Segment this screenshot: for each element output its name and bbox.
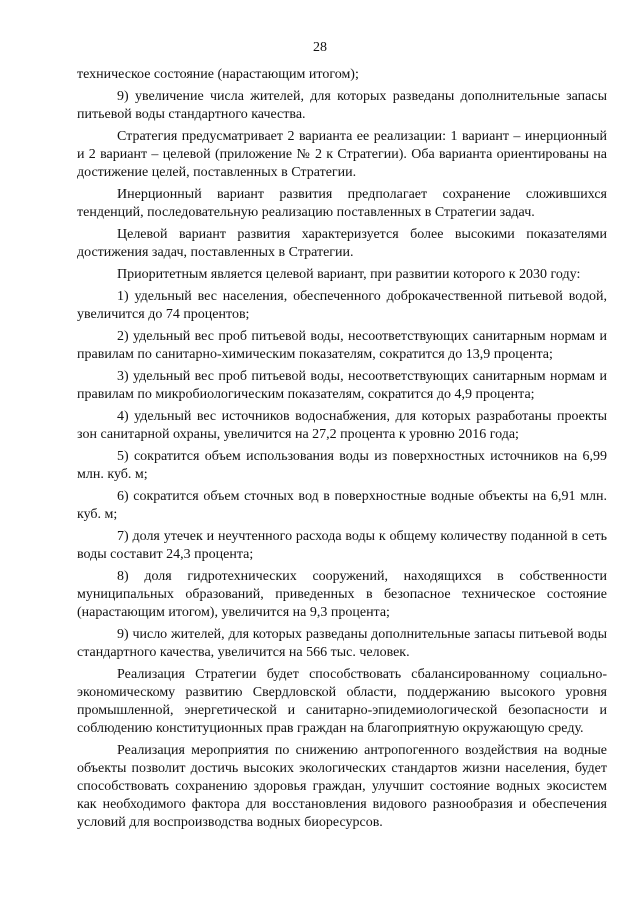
list-item: 3) удельный вес проб питьевой воды, несоответствующих санитарным нормам и правилам по микробиологическим показателям, сократится до 4,9 процента; (77, 369, 607, 402)
paragraph: Приоритетным является целевой вариант, при развитии которого к 2030 году: (117, 267, 581, 282)
document-body (77, 66, 607, 836)
list-item: 5) сократится объем использования воды из поверхностных источников на 6,99 млн. куб. м; (77, 449, 607, 482)
paragraph: Инерционный вариант развития предполагает сохранение сложившихся тенденций, последовательную реализацию поставленных в Стратегии задач. (77, 187, 607, 220)
list-item: 2) удельный вес проб питьевой воды, несоответствующих санитарным нормам и правилам по санитарно-химическим показателям, сократится до 13,9 процента; (77, 329, 607, 362)
paragraph: 9) увеличение числа жителей, для которых разведаны дополнительные запасы питьевой воды стандартного качества. (77, 89, 607, 122)
paragraph: Реализация мероприятия по снижению антропогенного воздействия на водные объекты позволит достичь высоких экологических стандартов жизни населения, будет способствовать сохранению здоровья граждан, улучшит состояние водных экосистем как необходимого фактора для восстановления видового разнообразия и обеспечения условий для воспроизводства водных биоресурсов. (77, 743, 607, 830)
list-item: 6) сократится объем сточных вод в поверхностные водные объекты на 6,91 млн. куб. м; (77, 489, 607, 522)
paragraph: Стратегия предусматривает 2 варианта ее реализации: 1 вариант – инерционный и 2 вариант – целевой (приложение № 2 к Стратегии). Оба варианта ориентированы на достижение целей, поставленных в Стратегии. (77, 129, 607, 180)
paragraph: Целевой вариант развития характеризуется более высокими показателями достижения задач, поставленных в Стратегии. (77, 227, 607, 260)
list-item: 1) удельный вес населения, обеспеченного доброкачественной питьевой водой, увеличится до 74 процентов; (77, 289, 607, 322)
list-item: 4) удельный вес источников водоснабжения, для которых разработаны проекты зон санитарной охраны, увеличится на 27,2 процента к уровню 2016 года; (77, 409, 607, 442)
list-item: 7) доля утечек и неучтенного расхода воды к общему количеству поданной в сеть воды составит 24,3 процента; (77, 529, 607, 562)
paragraph: техническое состояние (нарастающим итогом); (77, 67, 359, 82)
list-item: 9) число жителей, для которых разведаны дополнительные запасы питьевой воды стандартного качества, увеличится на 566 тыс. человек. (77, 627, 607, 660)
paragraph: Реализация Стратегии будет способствовать сбалансированному социально-экономическому развитию Свердловской области, поддержанию высокого уровня промышленной, энергетической и санитарно-эпидемиологической безопасности и соблюдению конституционных прав граждан на благоприятную окружающую среду. (77, 667, 607, 736)
page-number: 28 (313, 40, 327, 55)
list-item: 8) доля гидротехнических сооружений, находящихся в собственности муниципальных образований, приведенных в безопасное техническое состояние (нарастающим итогом), увеличится на 9,3 процента; (77, 569, 607, 620)
